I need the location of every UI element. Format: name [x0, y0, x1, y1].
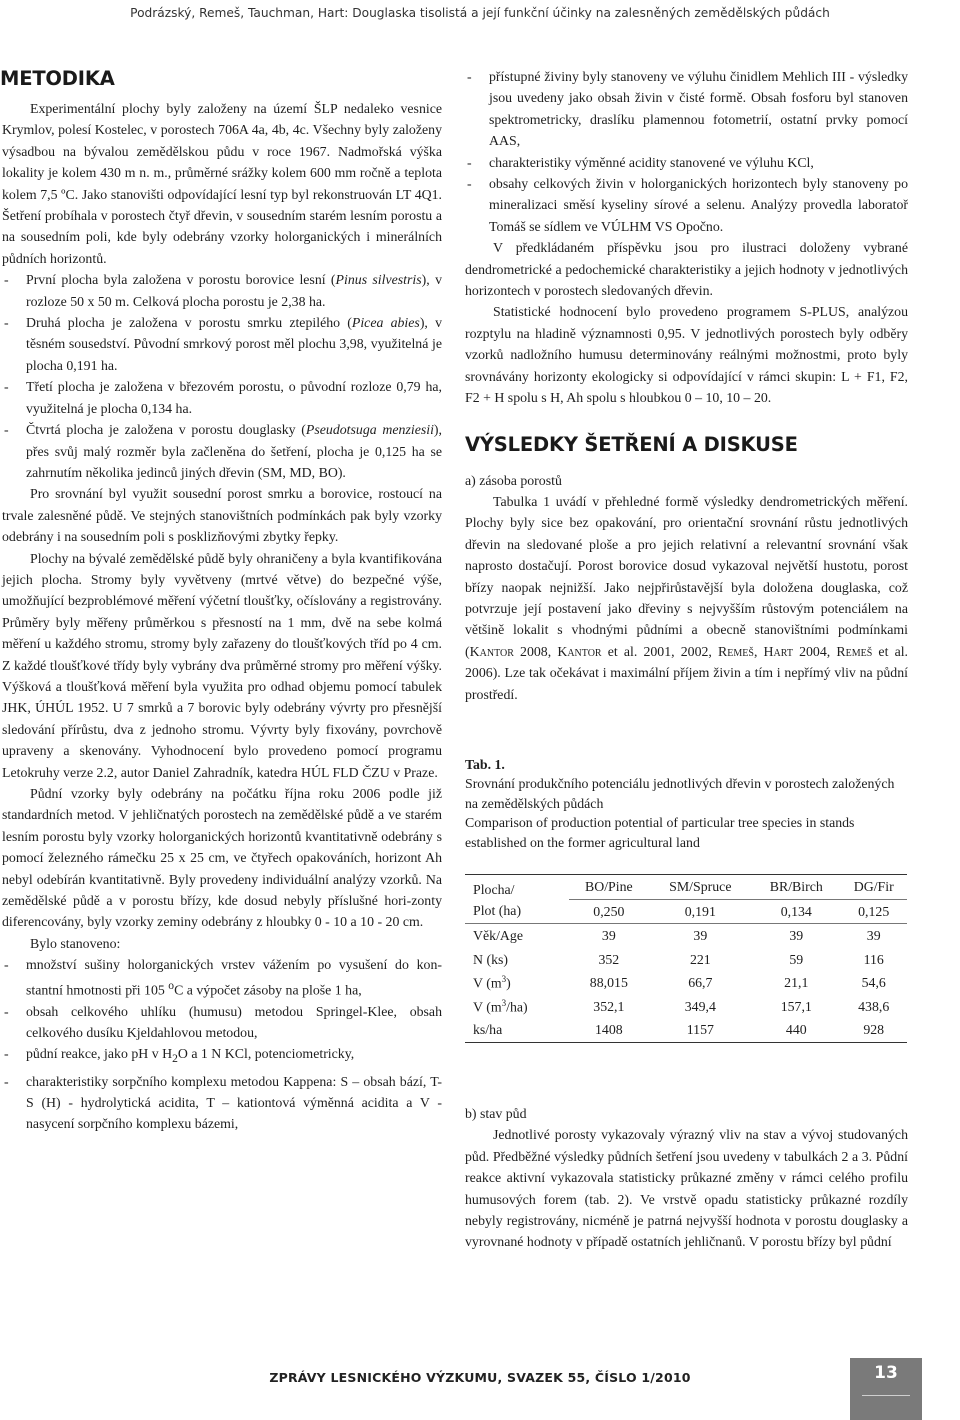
paragraph: Půdní vzorky byly odebrány na počátku října roku 2006 podle již standardních metod. V jehličnatých porostech na zemědělské půdě a ve starém lesním porostu byly vzorky holorganických horizontů kvantitativně odebrány s pomocí železného rámečku 25 x 25 cm, ve čtyřech opakováních, horizont Ah nebyl odebírán kvantitativně. Byly provedeny individuální analýzy vzorků. Na zemědělské půdě a v porostu břízy, kde dosud nebyly příslušné hori-zonty diferencovány, byly vzorky zeminy odebrány z hloubky 0 - 10 a 10 - 20 cm. [2, 786, 442, 930]
table-cell: 928 [840, 1018, 907, 1042]
table-cell: 349,4 [684, 998, 716, 1014]
page-number-box [850, 1358, 922, 1420]
table-header-label: Plocha/ Plot (ha) [465, 875, 569, 924]
left-column [2, 66, 442, 1135]
column-header: BO/Pine [569, 875, 648, 900]
table-cell: 0,125 [840, 899, 907, 924]
list-item: - přístupné živiny byly stanoveny ve výluhu činidlem Mehlich III - výsledky jsou uvedeny jako obsah živin v čisté formě. Obsah fosforu byl stanoven spektrometricky, draslíku plamennou fotometrií, ostatní prvky pomocí AAS, [467, 69, 908, 149]
list-item: - charakteristiky sorpčního komplexu metodou Kappena: S – obsah bází, T-S (H) - hydrolytická acidita, T – kationtová výměnná acidita a V - nasycení sorpčního komplexu bázemi, [4, 1073, 442, 1132]
row-label: N (ks) [473, 951, 508, 967]
section-heading-methods: METODIKA [0, 67, 115, 90]
paragraph: Experimentální plochy byly založeny na území ŠLP nedaleko vesnice Krymlov, polesí Kostelec, v porostech 706A 4a, 4b, 4c. Všechny byly založeny výsadbou na bývalou zemědělskou půdu v roce 1967. Nadmořská výška lokality je kolem 430 m n. m., průměrné srážky kolem 600 mm ročně a teplota kolem 7,5 ºC. Jako stanovišti odpovídající lesní typ byl rekonstruován LT 4Q1. Šetření probíhala v porostech čtyř dřevin, v sousedním starém lesním porostu a na sousedním poli, kde byly odebrány vzorky holorganických i minerálních půdních horizontů. [2, 101, 442, 266]
page-number-rule [862, 1395, 910, 1396]
table-cell: 39 [601, 928, 616, 944]
table-row [465, 948, 907, 972]
table-cell: 157,1 [780, 998, 812, 1014]
table-row [465, 971, 907, 995]
table-cell: 21,1 [784, 975, 809, 991]
paragraph: Tabulka 1 uvádí v přehledné formě výsledky dendrometrických měření. Plochy byly sice bez opakování, pro orientační srovnání růstu jednotlivých dřevin na sledované ploše a pro jejich relativní a relevantní srovnání však naprosto dostačují. Porost borovice dosud vykazoval největší hustotu, porost břízy naopak nejnižší. Jako nejpřirůstavější byla doložena douglaska, což potvrzuje její postavení jako dřeviny s nejvyšším růstovým potenciálem na většině lokalit s vhodnými půdními a obecně stanovištními podmínkami (Kantor 2008, Kantor et al. 2001, 2002, Remeš, Hart 2004, Remeš et al. 2006). Lze tak očekávat i maximální příjem živin a tím i nepřímý vliv na půdní prostředí. [465, 493, 909, 702]
list-item: - Čtvrtá plocha je založena v porostu douglasky (Pseudotsuga menziesii), přes svůj malý rozměr byla začleněna do šetření, plocha je 0,125 ha se zahrnutím několika jedinců jiných dřevin (SM, MD, BO). [4, 422, 442, 480]
right-column [465, 66, 908, 1253]
table-cell: 39 [866, 928, 881, 944]
table-cell: 352 [598, 951, 620, 967]
table-row [465, 924, 907, 948]
list-item: - půdní reakce, jako pH v $H_2O$ a 1 N KCl, potenciometricky, [4, 1046, 355, 1066]
table-header-row [465, 875, 907, 900]
running-header: Podrázský, Remeš, Tauchman, Hart: Douglaska tisolistá a její funkční účinky na zalesněných zemědělských půdách [130, 6, 830, 20]
table-cell: 88,015 [589, 975, 628, 991]
table-cell: 66,7 [688, 975, 713, 991]
table-cell: 352,1 [593, 998, 625, 1014]
table-cell: 438,6 [858, 998, 890, 1014]
subsection-label: b) stav půd [465, 1105, 527, 1121]
list-item: - množství sušiny holorganických vrstev vážením po vysušení do kon-stantní hmotnosti při 105 $^o$C a výpočet zásoby na ploše 1 ha, [4, 957, 442, 998]
table-caption-cz: Srovnání produkčního potenciálu jednotlivých dřevin v porostech založených na zemědělských půdách [465, 776, 895, 811]
list-item: - Třetí plocha je založena v březovém porostu, o původní rozloze 0,79 ha, využitelná je plocha 0,134 ha. [4, 379, 442, 416]
column-header: BR/Birch [752, 875, 840, 900]
list-item: - obsah celkového uhlíku (humusu) metodou Springel-Klee, obsah celkového dusíku Kjeldahlovou metodou, [4, 1003, 442, 1041]
table-cell: 0,134 [752, 899, 840, 924]
page-number: 13 [874, 1363, 898, 1383]
table-cell: 54,6 [861, 975, 886, 991]
list-item: - obsahy celkových živin v holorganických horizontech byly stanoveny po mineralizaci směsí kyseliny sírové a selenu. Analýzy provedla laboratoř Tomáš se sídlem ve VÚLHM VS Opočno. [467, 176, 908, 234]
section-heading-results: VÝSLEDKY ŠETŘENÍ A DISKUSE [465, 432, 798, 456]
table-label: Tab. 1. [465, 756, 505, 772]
list-item: - Druhá plocha je založena v porostu smrku ztepilého (Picea abies), v těsném sousedství. Původní smrkový porost měl plochu 3,98, využitelná je plocha 0,191 ha. [4, 315, 442, 373]
table-caption-en: Comparison of production potential of particular tree species in stands established on the former agricultural land [465, 815, 855, 850]
paragraph: V předkládaném příspěvku jsou pro ilustraci doloženy vybrané dendrometrické a pedochemické charakteristiky a jejich hodnoty v jednotlivých horizontech v porostech sledovaných dřevin. [465, 240, 908, 299]
paragraph: Jednotlivé porosty vykazovaly výrazný vliv na stav a vývoj studovaných půd. Předběžné výsledky půdních šetření jsou uvedeny v tabulkách 2 a 3. Půdní reakce aktivní vykazovala statisticky průkazné změny v rámci celého profilu humusových forem (tab. 2). Ve vrstvě opadu statisticky průkazné rozdíly nebyly registrovány, nicméně je patrná nejvyšší hodnota v porostu douglasky a vyrovnané hodnoty v případě ostatních jehličnanů. V porostu břízy byl půdní [465, 1127, 908, 1250]
row-label: Věk/Age [473, 928, 523, 944]
table-cell: 440 [752, 1018, 840, 1042]
paragraph: Pro srovnání byl využit sousední porost smrku a borovice, rostoucí na trvale zalesněné půdě. Ve stejných stanovištních podmínkách pak byly vzorky odebrány i na sousedním poli s posklizňovými zbytky řepky. [2, 486, 442, 545]
table-cell: 221 [689, 951, 711, 967]
list-item: - charakteristiky výměnné acidity stanovené ve výluhu KCl, [467, 154, 814, 170]
list-item: - První plocha byla založena v porostu borovice lesní (Pinus silvestris), v rozloze 50 x 50 m. Celková plocha porostu je 2,38 ha. [4, 272, 442, 309]
table-cell: 39 [693, 928, 708, 944]
paragraph: Bylo stanoveno: [30, 935, 121, 951]
paragraph: Statistické hodnocení bylo provedeno programem S-PLUS, analýzou rozptylu na hladině významnosti 0,95. V jednotlivých porostech byly odběry vzorků nadložního humusu determinovány reálnými možnostmi, proto byly srovnávány horizonty ekologicky si odpovídající v rámci skupin: L + F1, F2, F2 + H spolu s H, Ah spolu s hloubkou 0 – 10, 10 – 20. [465, 304, 908, 406]
production-table [465, 874, 907, 1043]
table-1 [465, 874, 908, 1043]
table-row [465, 1018, 907, 1042]
column-header: SM/Spruce [649, 875, 753, 900]
row-label: V $(m^3/ha)$ [473, 997, 528, 1015]
table-caption [465, 755, 908, 853]
table-cell: 0,191 [649, 899, 753, 924]
column-header: DG/Fir [840, 875, 907, 900]
paragraph: Plochy na bývalé zemědělské půdě byly ohraničeny a byla kvantifikována jejich plocha. Stromy byly vyvětveny (mrtvé větve) do bezpečné výše, umožňující bezproblémové měření výčetní tloušťky, očíslovány a registrovány. Průměry byly měřeny průměrkou s přesností na 1 mm, dvě na sebe kolmá měření u každého stromu, stromy byly zařazeny do tloušťkových tříd po 4 cm. Z každé tloušťkové třídy byly vybrány dva průměrné stromy pro měření výšky. Výšková a tloušťková měření byla využita pro odhad objemu pomocí tabulek JHK, ÚHÚL 1952. U 7 smrků a 7 borovic byly odebrány vývrty pro přesnější sledování přírůstu, dva z jednoho stromu. Vývrty byly fixovány, povrchově upraveny a skenovány. Vyhodnocení bylo provedeno pomocí programu Letokruhy verze 2.2, autor Daniel Zahradník, katedra HÚL FLD ČZU v Praze. [2, 550, 442, 780]
table-cell: 1408 [569, 1018, 648, 1042]
subsection-label: a) zásoba porostů [465, 472, 562, 488]
table-cell: 39 [789, 928, 804, 944]
table-row [465, 995, 907, 1019]
row-label: ks/ha [465, 1018, 569, 1042]
table-cell: 59 [789, 951, 804, 967]
table-cell: 1157 [649, 1018, 753, 1042]
table-cell: 0,250 [569, 899, 648, 924]
journal-footer: ZPRÁVY LESNICKÉHO VÝZKUMU, SVAZEK 55, ČÍSLO 1/2010 [269, 1370, 691, 1385]
row-label: V $(m^3)$ [473, 974, 511, 992]
table-cell: 116 [863, 951, 884, 967]
